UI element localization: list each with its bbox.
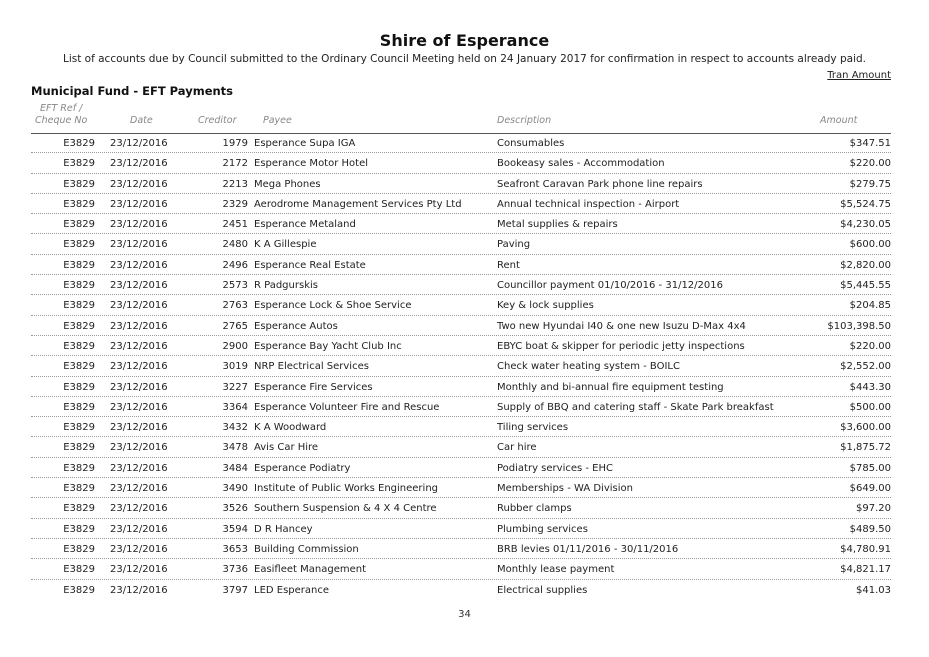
cell-amount: $3,600.00 <box>840 422 891 434</box>
cell-ref: E3829 <box>63 320 95 332</box>
col-amount: Amount <box>820 115 858 126</box>
cell-description: Bookeasy sales - Accommodation <box>497 158 665 170</box>
cell-amount: $785.00 <box>849 462 891 474</box>
cell-date: 23/12/2016 <box>110 340 168 352</box>
cell-ref: E3829 <box>63 259 95 271</box>
cell-ref: E3829 <box>63 584 95 596</box>
cell-ref: E3829 <box>63 138 95 149</box>
cell-date: 23/12/2016 <box>110 280 168 292</box>
cell-ref: E3829 <box>63 300 95 312</box>
cell-date: 23/12/2016 <box>110 422 168 434</box>
cell-date: 23/12/2016 <box>110 138 168 149</box>
col-payee: Payee <box>263 115 292 126</box>
table-row <box>0 336 929 356</box>
cell-amount: $649.00 <box>849 483 891 495</box>
cell-description: Check water heating system - BOILC <box>497 361 680 373</box>
table-header <box>0 103 929 133</box>
cell-amount: $600.00 <box>849 239 891 251</box>
table-row <box>0 316 929 336</box>
cell-description: Seafront Caravan Park phone line repairs <box>497 178 703 190</box>
cell-amount: $103,398.50 <box>827 320 891 332</box>
cell-creditor: 3594 <box>222 523 248 535</box>
cell-date: 23/12/2016 <box>110 178 168 190</box>
cell-amount: $1,875.72 <box>840 442 891 454</box>
cell-payee: K A Woodward <box>254 422 327 434</box>
cell-payee: NRP Electrical Services <box>254 361 369 373</box>
cell-payee: K A Gillespie <box>254 239 317 251</box>
cell-creditor: 2329 <box>222 198 248 210</box>
section-title: Municipal Fund - EFT Payments <box>31 84 234 98</box>
cell-description: Councillor payment 01/10/2016 - 31/12/2016 <box>497 280 723 292</box>
cell-creditor: 3797 <box>222 584 248 596</box>
cell-creditor: 2763 <box>222 300 248 312</box>
cell-payee: Esperance Volunteer Fire and Rescue <box>254 401 440 413</box>
cell-ref: E3829 <box>63 523 95 535</box>
table-row <box>0 559 929 579</box>
cell-date: 23/12/2016 <box>110 401 168 413</box>
cell-creditor: 3484 <box>222 462 248 474</box>
cell-description: Car hire <box>497 442 537 454</box>
cell-date: 23/12/2016 <box>110 543 168 555</box>
cell-payee: Building Commission <box>254 543 359 555</box>
cell-ref: E3829 <box>63 543 95 555</box>
cell-amount: $347.51 <box>849 138 891 149</box>
cell-payee: Esperance Supa IGA <box>254 138 356 149</box>
cell-amount: $5,524.75 <box>840 198 891 210</box>
cell-date: 23/12/2016 <box>110 584 168 596</box>
cell-description: Supply of BBQ and catering staff - Skate Park breakfast <box>497 401 774 413</box>
cell-payee: Esperance Autos <box>254 320 338 332</box>
cell-date: 23/12/2016 <box>110 219 168 231</box>
cell-amount: $4,230.05 <box>840 219 891 231</box>
table-row <box>0 133 929 153</box>
cell-payee: Avis Car Hire <box>254 442 319 454</box>
table-row <box>0 397 929 417</box>
cell-description: Tiling services <box>497 422 569 434</box>
cell-amount: $204.85 <box>849 300 891 312</box>
cell-creditor: 3227 <box>222 381 248 393</box>
cell-description: Monthly and bi-annual fire equipment testing <box>497 381 724 393</box>
cell-description: Plumbing services <box>497 523 588 535</box>
cell-ref: E3829 <box>63 198 95 210</box>
col-ref-line1: EFT Ref / <box>40 103 83 114</box>
cell-amount: $489.50 <box>849 523 891 535</box>
cell-creditor: 2496 <box>222 259 248 271</box>
table-row <box>0 234 929 254</box>
cell-payee: Esperance Bay Yacht Club Inc <box>254 340 402 352</box>
page-number: 34 <box>458 609 471 620</box>
cell-description: Paving <box>497 239 531 251</box>
table-row <box>0 478 929 498</box>
table-row <box>0 356 929 376</box>
cell-date: 23/12/2016 <box>110 381 168 393</box>
table-row <box>0 437 929 457</box>
cell-payee: Mega Phones <box>254 178 321 190</box>
cell-ref: E3829 <box>63 564 95 576</box>
cell-date: 23/12/2016 <box>110 483 168 495</box>
cell-creditor: 2213 <box>222 178 248 190</box>
cell-description: Metal supplies & repairs <box>497 219 618 231</box>
cell-creditor: 2900 <box>222 340 248 352</box>
cell-payee: R Padgurskis <box>254 280 318 292</box>
cell-creditor: 3432 <box>222 422 248 434</box>
cell-date: 23/12/2016 <box>110 523 168 535</box>
cell-creditor: 3478 <box>222 442 248 454</box>
table-row <box>0 255 929 275</box>
cell-payee: LED Esperance <box>254 584 330 596</box>
cell-date: 23/12/2016 <box>110 198 168 210</box>
page-subtitle: List of accounts due by Council submitted to the Ordinary Council Meeting held on 24 January 2017 for confirmation in respect to accounts already paid. <box>62 53 867 65</box>
cell-date: 23/12/2016 <box>110 158 168 170</box>
cell-description: BRB levies 01/11/2016 - 30/11/2016 <box>497 543 679 555</box>
cell-amount: $4,821.17 <box>840 564 891 576</box>
cell-creditor: 3364 <box>222 401 248 413</box>
cell-date: 23/12/2016 <box>110 503 168 515</box>
cell-date: 23/12/2016 <box>110 239 168 251</box>
table-row <box>0 295 929 315</box>
cell-ref: E3829 <box>63 381 95 393</box>
cell-amount: $220.00 <box>849 340 891 352</box>
cell-amount: $5,445.55 <box>840 280 891 292</box>
cell-description: Key & lock supplies <box>497 300 594 312</box>
cell-amount: $220.00 <box>849 158 891 170</box>
cell-ref: E3829 <box>63 340 95 352</box>
cell-description: Rent <box>497 259 520 271</box>
col-creditor: Creditor <box>198 115 237 126</box>
cell-payee: Esperance Metaland <box>254 219 356 231</box>
col-date: Date <box>130 115 153 126</box>
cell-date: 23/12/2016 <box>110 442 168 454</box>
cell-amount: $4,780.91 <box>840 543 891 555</box>
cell-payee: Aerodrome Management Services Pty Ltd <box>254 198 462 210</box>
cell-date: 23/12/2016 <box>110 462 168 474</box>
table-row <box>0 194 929 214</box>
table-row <box>0 275 929 295</box>
cell-amount: $97.20 <box>856 503 891 515</box>
table-row <box>0 174 929 194</box>
cell-creditor: 2765 <box>222 320 248 332</box>
cell-ref: E3829 <box>63 422 95 434</box>
cell-payee: Easifleet Management <box>254 564 367 576</box>
cell-ref: E3829 <box>63 503 95 515</box>
cell-amount: $2,552.00 <box>840 361 891 373</box>
cell-payee: Esperance Fire Services <box>254 381 373 393</box>
cell-ref: E3829 <box>63 401 95 413</box>
cell-amount: $443.30 <box>849 381 891 393</box>
cell-description: Monthly lease payment <box>497 564 615 576</box>
cell-payee: Esperance Lock & Shoe Service <box>254 300 412 312</box>
cell-creditor: 1979 <box>222 138 248 149</box>
cell-creditor: 3526 <box>222 503 248 515</box>
cell-payee: Southern Suspension & 4 X 4 Centre <box>254 503 437 515</box>
page-title: Shire of Esperance <box>379 31 550 50</box>
cell-description: Memberships - WA Division <box>497 483 633 495</box>
cell-ref: E3829 <box>63 158 95 170</box>
cell-description: Rubber clamps <box>497 503 572 515</box>
cell-creditor: 2573 <box>222 280 248 292</box>
table-row <box>0 214 929 234</box>
col-description: Description <box>497 115 552 126</box>
cell-description: EBYC boat & skipper for periodic jetty inspections <box>497 340 745 352</box>
cell-payee: Institute of Public Works Engineering <box>254 483 439 495</box>
cell-ref: E3829 <box>63 462 95 474</box>
cell-date: 23/12/2016 <box>110 361 168 373</box>
cell-ref: E3829 <box>63 483 95 495</box>
cell-description: Electrical supplies <box>497 584 588 596</box>
cell-payee: Esperance Podiatry <box>254 462 351 474</box>
table-row <box>0 458 929 478</box>
cell-ref: E3829 <box>63 280 95 292</box>
table-row <box>0 580 929 600</box>
cell-ref: E3829 <box>63 442 95 454</box>
table-row <box>0 377 929 397</box>
cell-creditor: 3490 <box>222 483 248 495</box>
cell-ref: E3829 <box>63 239 95 251</box>
tran-amount-label: Tran Amount <box>827 70 891 81</box>
cell-ref: E3829 <box>63 178 95 190</box>
cell-date: 23/12/2016 <box>110 564 168 576</box>
cell-creditor: 2480 <box>222 239 248 251</box>
cell-creditor: 3019 <box>222 361 248 373</box>
cell-creditor: 2451 <box>222 219 248 231</box>
cell-payee: Esperance Motor Hotel <box>254 158 368 170</box>
cell-amount: $279.75 <box>849 178 891 190</box>
cell-description: Podiatry services - EHC <box>497 462 613 474</box>
table-row <box>0 539 929 559</box>
payments-table <box>0 133 929 600</box>
cell-amount: $500.00 <box>849 401 891 413</box>
table-row <box>0 417 929 437</box>
cell-creditor: 3736 <box>222 564 248 576</box>
cell-ref: E3829 <box>63 361 95 373</box>
table-row <box>0 519 929 539</box>
cell-ref: E3829 <box>63 219 95 231</box>
table-row <box>0 153 929 173</box>
cell-date: 23/12/2016 <box>110 259 168 271</box>
table-row <box>0 498 929 518</box>
cell-amount: $41.03 <box>856 584 891 596</box>
cell-payee: Esperance Real Estate <box>254 259 366 271</box>
cell-creditor: 3653 <box>222 543 248 555</box>
cell-amount: $2,820.00 <box>840 259 891 271</box>
cell-payee: D R Hancey <box>254 523 313 535</box>
cell-creditor: 2172 <box>222 158 248 170</box>
cell-description: Consumables <box>497 138 565 149</box>
cell-date: 23/12/2016 <box>110 300 168 312</box>
cell-description: Two new Hyundai I40 & one new Isuzu D-Max 4x4 <box>497 320 746 332</box>
cell-date: 23/12/2016 <box>110 320 168 332</box>
col-ref-line2: Cheque No <box>35 115 88 126</box>
cell-description: Annual technical inspection - Airport <box>497 198 680 210</box>
